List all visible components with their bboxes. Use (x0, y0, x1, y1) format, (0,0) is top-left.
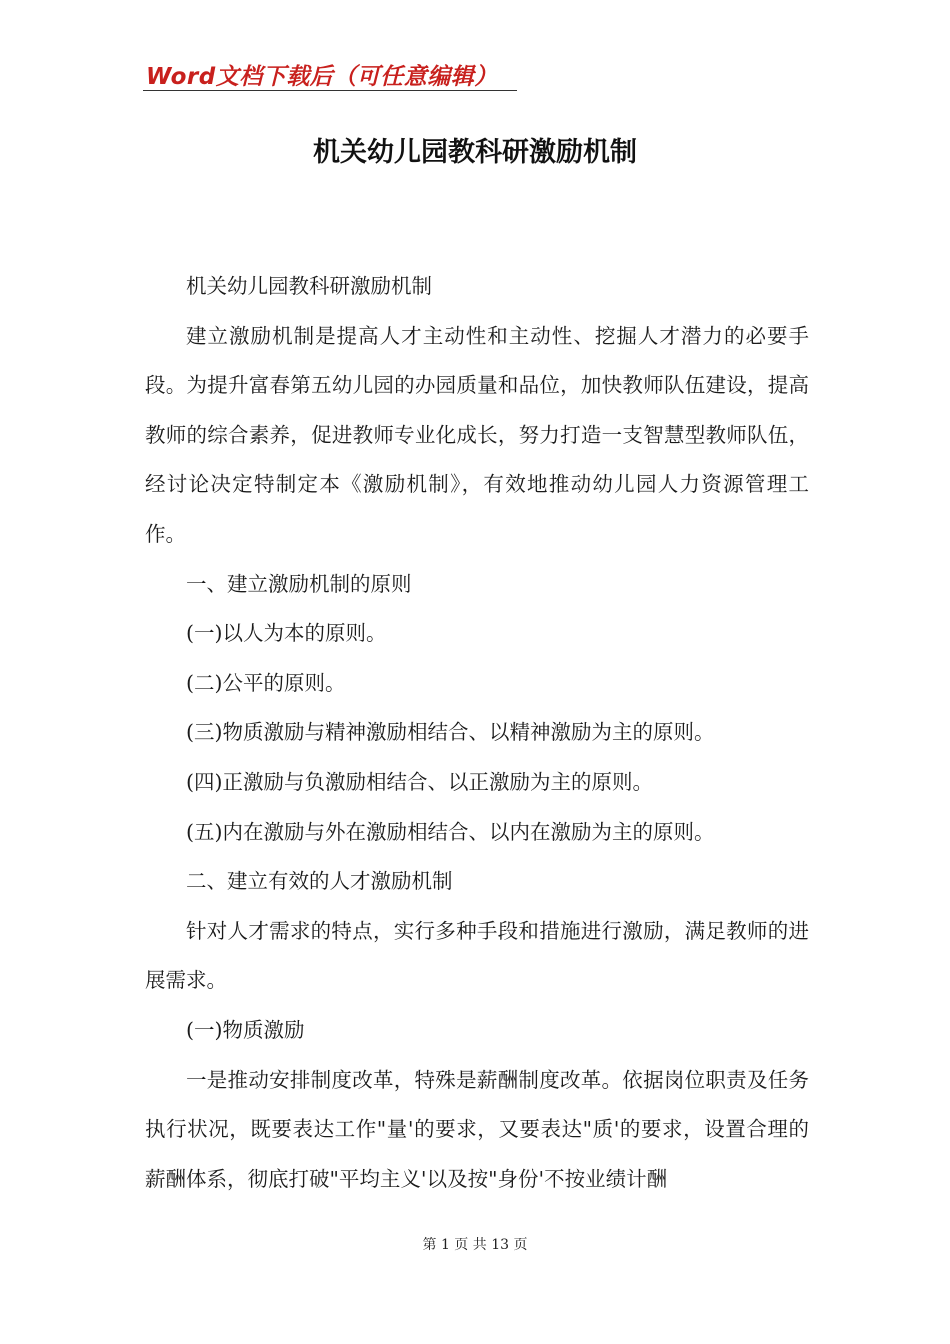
watermark-header: Word文档下载后（可任意编辑） (146, 64, 498, 90)
document-title: 机关幼儿园教科研激励机制 (313, 137, 637, 168)
list-item: (三)物质激励与精神激励相结合、以精神激励为主的原则。 (186, 720, 715, 745)
document-body (145, 262, 809, 1204)
paragraph: 机关幼儿园教科研激励机制 (186, 274, 432, 298)
paragraph: 一是推动安排制度改革，特殊是薪酬制度改革。依据岗位职责及任务执行状况，既要表达工作"量'的要求，又要表达"质'的要求，设置合理的薪酬体系，彻底打破"平均主义'以及按"身份'不按业绩计酬 (145, 1067, 809, 1191)
list-item: (一)以人为本的原则。 (186, 621, 387, 646)
header-underline (143, 90, 517, 91)
section-heading: 二、建立有效的人才激励机制 (186, 869, 453, 894)
list-item: (五)内在激励与外在激励相结合、以内在激励为主的原则。 (186, 819, 715, 844)
list-item: (二)公平的原则。 (186, 670, 346, 695)
paragraph: 针对人才需求的特点，实行多种手段和措施进行激励，满足教师的进展需求。 (145, 918, 809, 993)
subsection-heading: (一)物质激励 (186, 1017, 305, 1042)
paragraph: 建立激励机制是提高人才主动性和主动性、挖掘人才潜力的必要手段。为提升富春第五幼儿园的办园质量和品位，加快教师队伍建设，提高教师的综合素养，促进教师专业化成长，努力打造一支智慧型教师队伍，经讨论决定特制定本《激励机制》，有效地推动幼儿园人力资源管理工作。 (145, 323, 809, 546)
section-heading: 一、建立激励机制的原则 (186, 571, 412, 596)
page-footer: 第 1 页 共 13 页 (422, 1237, 528, 1253)
list-item: (四)正激励与负激励相结合、以正激励为主的原则。 (186, 769, 653, 794)
